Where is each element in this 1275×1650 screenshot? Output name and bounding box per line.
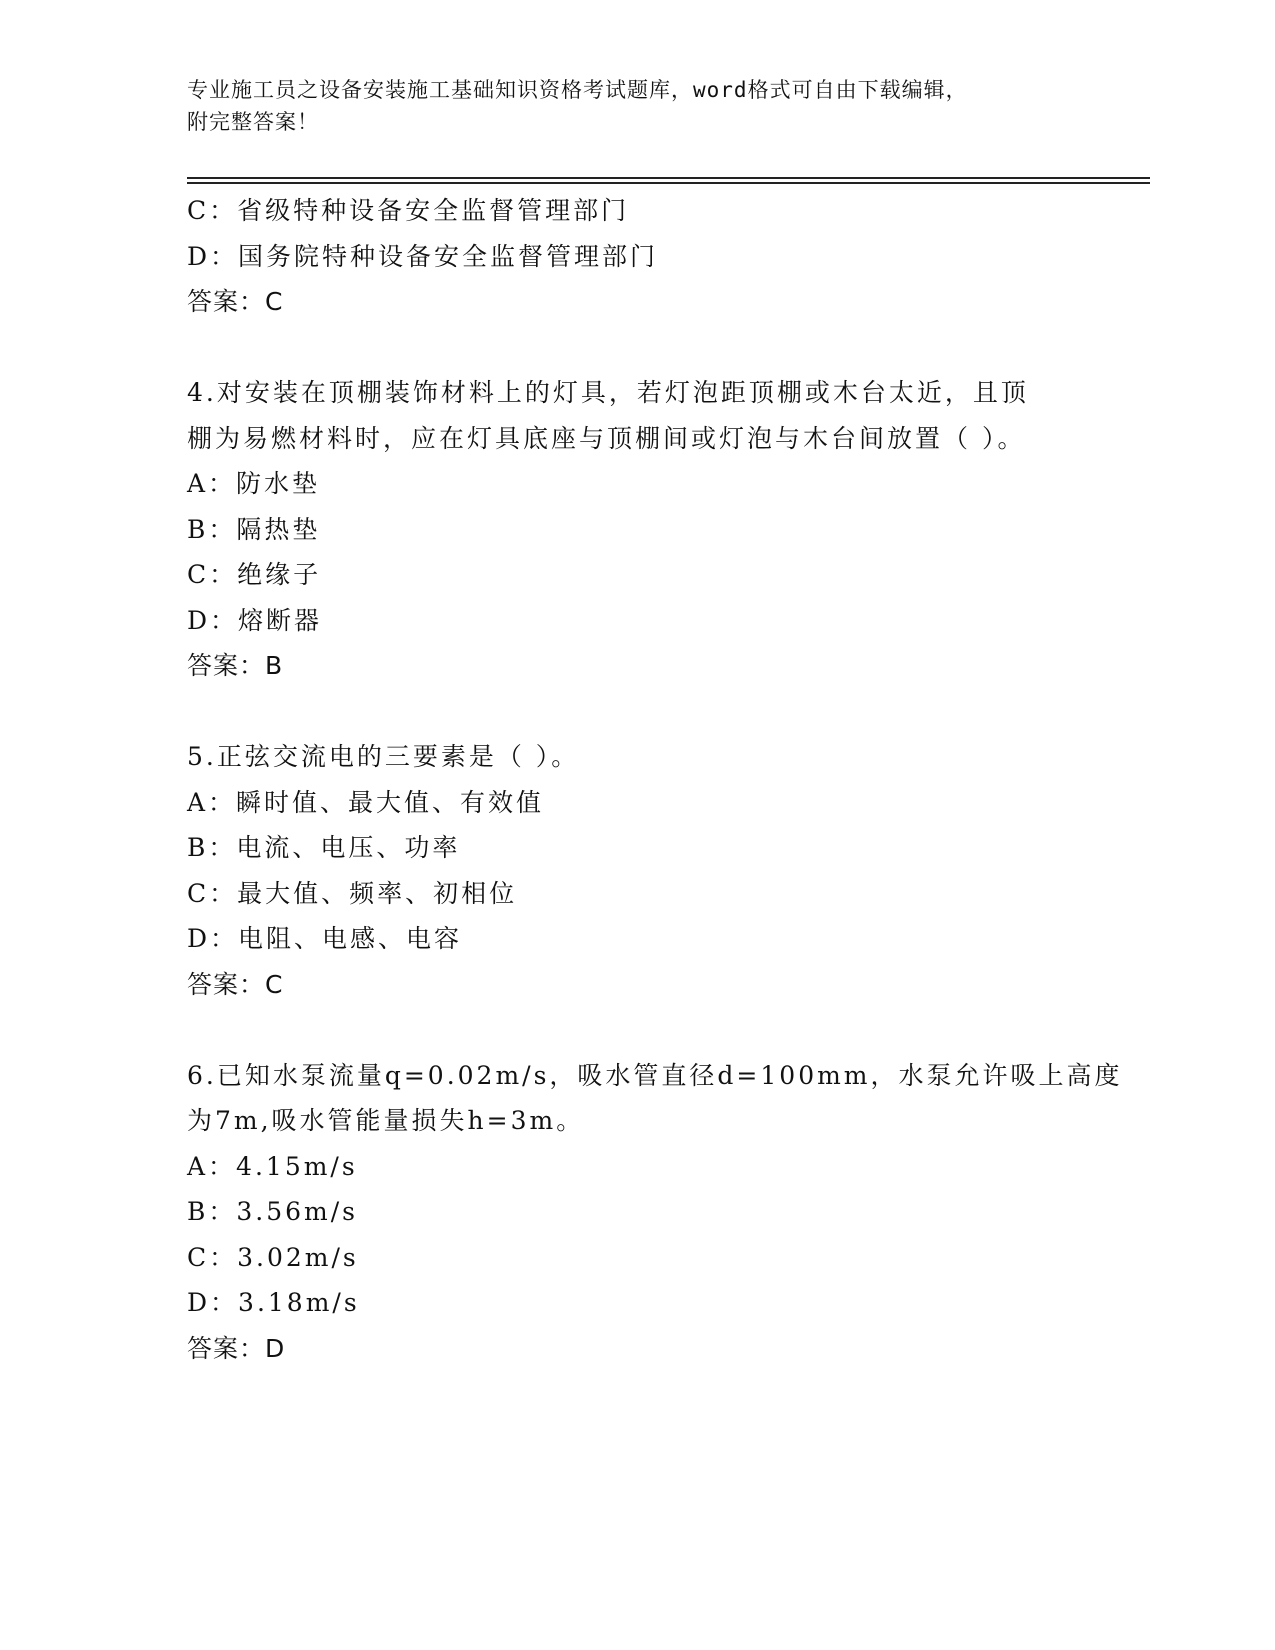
spacer [187, 1007, 1087, 1053]
question-stem-line: 棚为易燃材料时，应在灯具底座与顶棚间或灯泡与木台间放置（ ）。 [187, 423, 1026, 453]
option-c: C：省级特种设备安全监督管理部门 [187, 196, 630, 225]
question-stem-line: 5.正弦交流电的三要素是（ ）。 [187, 742, 580, 771]
answer-line: 答案：C [187, 287, 284, 316]
option-d: D：电阻、电感、电容 [187, 924, 463, 953]
header-divider-bottom [187, 182, 1150, 184]
option-d: D：国务院特种设备安全监督管理部门 [187, 241, 659, 271]
question-block-5 [187, 734, 1087, 1007]
option-a: A：4.15m/s [187, 1151, 358, 1181]
question-stem-line: 为7m,吸水管能量损失h=3m。 [187, 1106, 585, 1135]
spacer [187, 689, 1087, 735]
option-c: C：最大值、频率、初相位 [187, 878, 518, 908]
question-list [187, 188, 1123, 1371]
option-b: B：电流、电压、功率 [187, 833, 461, 862]
option-b: B：3.56m/s [187, 1197, 358, 1226]
answer-line: 答案：D [187, 1333, 286, 1363]
question-block-4 [187, 370, 1087, 689]
spacer [187, 325, 1087, 371]
answer-line: 答案：B [187, 651, 284, 680]
option-b: B：隔热垫 [187, 514, 321, 544]
question-stem-line: 6.已知水泵流量q=0.02m/s，吸水管直径d=100mm，水泵允许吸上高度 [187, 1060, 1123, 1090]
option-d: D：熔断器 [187, 605, 323, 635]
question-stem-line: 4.对安装在顶棚装饰材料上的灯具，若灯泡距顶棚或木台太近，且顶 [187, 378, 1029, 407]
option-a: A：瞬时值、最大值、有效值 [187, 787, 545, 817]
header-title-line-1: 专业施工员之设备安装施工基础知识资格考试题库，word格式可自由下载编辑， [187, 78, 968, 102]
option-a: A：防水垫 [187, 469, 321, 498]
question-block-6 [187, 1053, 1123, 1372]
option-c: C：绝缘子 [187, 560, 322, 589]
document-header [187, 74, 1087, 138]
question-block-prev [187, 188, 1087, 325]
header-title-line-2: 附完整答案！ [187, 110, 319, 134]
header-divider-top [187, 177, 1150, 179]
option-c: C：3.02m/s [187, 1242, 359, 1272]
option-d: D：3.18m/s [187, 1288, 360, 1317]
answer-line: 答案：C [187, 969, 284, 999]
